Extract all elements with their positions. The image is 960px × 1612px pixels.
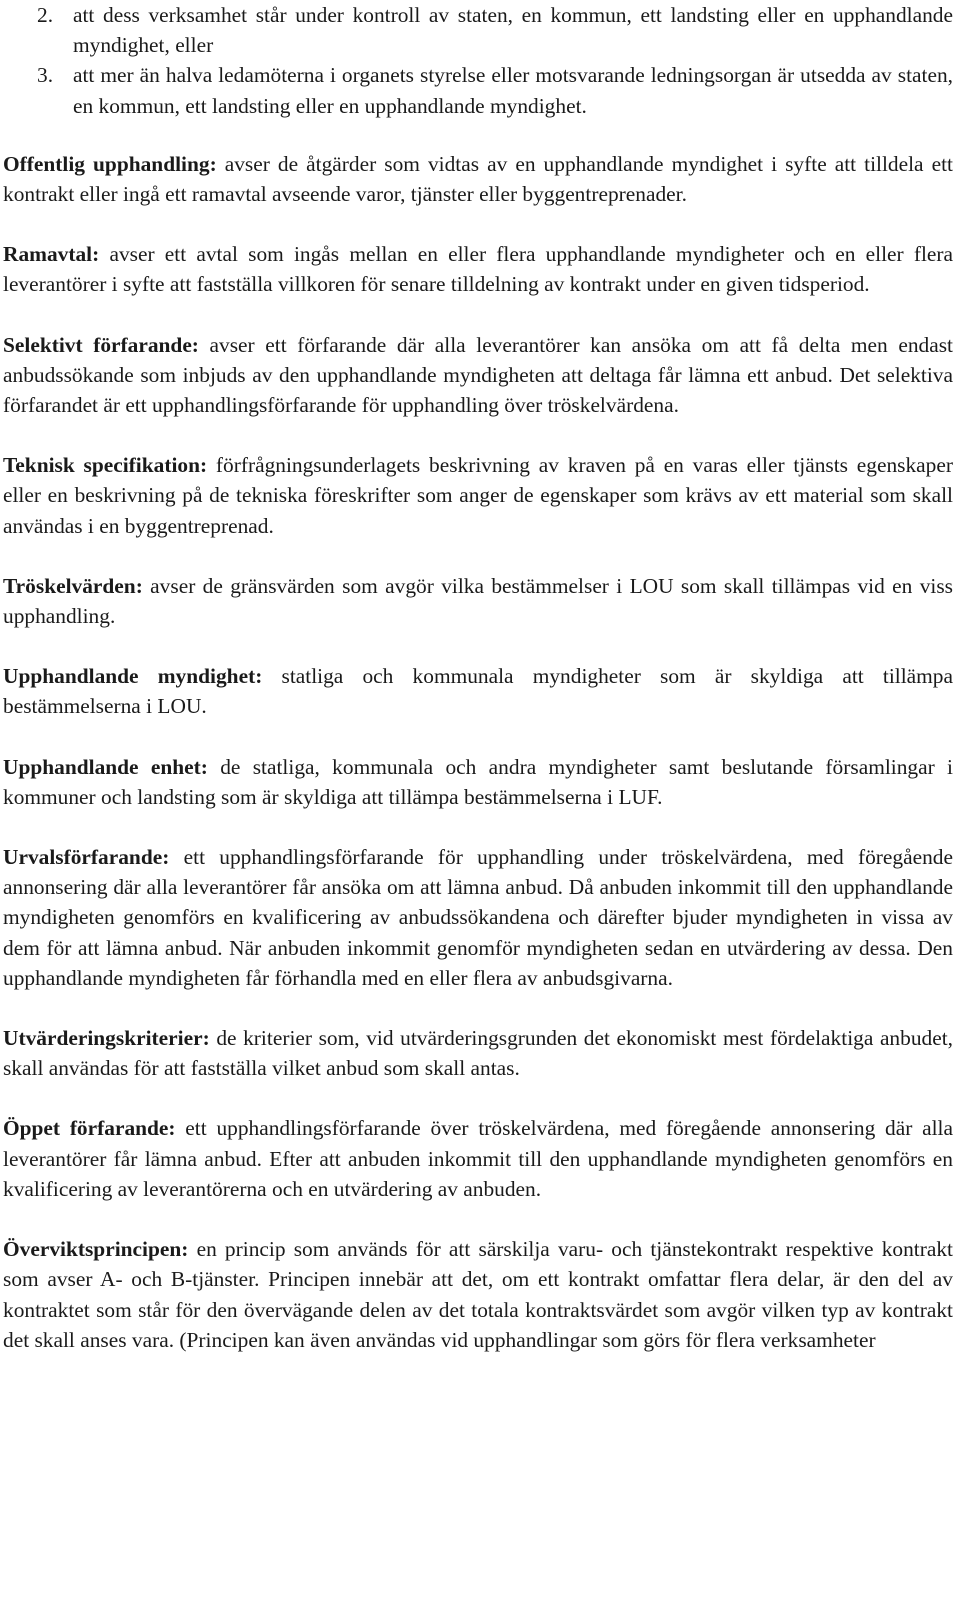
definition-term: Selektivt förfarande: (3, 332, 199, 357)
definition-term: Tröskelvärden: (3, 573, 143, 598)
definition-text: avser de åtgärder som vidtas av en upphandlande myndighet i syfte att tilldela ett kontrakt eller ingå ett ramavtal avseende varor, tjänster eller byggentreprenader. (3, 151, 953, 207)
list-item-number: 2. (37, 3, 54, 27)
definition-term: Upphandlande myndighet: (3, 664, 263, 689)
definition-term: Ramavtal: (3, 242, 100, 267)
list-item-number: 3. (37, 63, 54, 88)
definition-term: Utvärderingskriterier: (3, 1026, 210, 1051)
definition-text: ett upphandlingsförfarande över tröskelvärdena, med föregående annonsering där alla leverantörer får lämna anbud. Efter att anbuden inkommit till den upphandlande myndigheten genomförs en kvalificering av leverantörerna och en utvärdering av anbuden. (3, 1116, 953, 1201)
definition-text: de kriterier som, vid utvärderingsgrunden det ekonomiskt mest fördelaktiga anbudet, skall användas för att fastställa vilket anbud som skall antas. (3, 1026, 953, 1081)
list-item (3, 0, 953, 60)
list-item-text: att mer än halva ledamöterna i organets styrelse eller motsvarande ledningsorgan är utsedda av staten, en kommun, ett landsting eller en upphandlande myndighet. (73, 63, 953, 118)
definition-urvalsforfarande (3, 842, 953, 993)
document-page (3, 0, 953, 1355)
definition-text: förfrågningsunderlagets beskrivning av kraven på en varas eller tjänsts egenskaper eller en beskrivning på de tekniska föreskrifter som anger de egenskaper som krävs av ett material som skall användas i en byggentreprenad. (3, 453, 953, 538)
definition-offentlig-upphandling (3, 149, 953, 209)
definition-ramavtal (3, 239, 953, 299)
definition-text: statliga och kommunala myndigheter som är skyldiga att tillämpa bestämmelserna i LOU. (3, 664, 953, 719)
list-item-text: att dess verksamhet står under kontroll av staten, en kommun, ett landsting eller en upphandlande myndighet, eller (73, 3, 953, 58)
definition-overviktsprincipen (3, 1234, 953, 1355)
definition-upphandlande-myndighet (3, 661, 953, 721)
definition-term: Öppet förfarande: (3, 1116, 176, 1141)
definition-text: avser ett förfarande där alla leverantörer kan ansöka om att få delta men endast anbudssökande som inbjuds av den upphandlande myndigheten att deltaga får lämna ett anbud. Det selektiva förfarandet är ett upphandlingsförfarande för upphandling över tröskelvärdena. (3, 332, 953, 418)
definition-text: avser de gränsvärden som avgör vilka bestämmelser i LOU som skall tillämpas vid en viss upphandling. (3, 573, 953, 629)
criteria-list (3, 0, 953, 121)
definition-upphandlande-enhet (3, 752, 953, 812)
list-item (3, 60, 953, 120)
definition-term: Offentlig upphandling: (3, 151, 217, 176)
definition-troskelvarden (3, 571, 953, 631)
definition-term: Urvalsförfarande: (3, 845, 170, 870)
definition-utvarderingskriterier (3, 1023, 953, 1083)
definition-text: ett upphandlingsförfarande för upphandling under tröskelvärdena, med föregående annonsering där alla leverantörer får ansöka om att lämna anbud. Då anbuden inkommit till den upphandlande myndigheten genomförs en kvalificering av anbudssökandena och därefter bjuder myndigheten in vissa av dem för att lämna anbud. När anbuden inkommit genomför myndigheten sedan en utvärdering av dessa. Den upphandlande myndigheten får förhandla med en eller flera av anbudsgivarna. (3, 845, 953, 990)
definition-text: avser ett avtal som ingås mellan en eller flera upphandlande myndigheter och en eller flera leverantörer i syfte att fastställa villkoren för senare tilldelning av kontrakt under en given tidsperiod. (3, 242, 953, 297)
definition-text: en princip som används för att särskilja varu- och tjänstekontrakt respektive kontrakt som avser A- och B-tjänster. Principen innebär att det, om ett kontrakt omfattar flera delar, är den del av kontraktet som står för den övervägande delen av det totala kontraktsvärdet som avgör vilken typ av kontrakt det skall anses vara. (Principen kan även användas vid upphandlingar som görs för flera verksamheter (3, 1237, 953, 1352)
definition-selektivt-forfarande (3, 330, 953, 421)
definition-oppet-forfarande (3, 1113, 953, 1204)
definition-teknisk-specifikation (3, 450, 953, 541)
definition-term: Teknisk specifikation: (3, 453, 208, 478)
definition-term: Överviktsprincipen: (3, 1237, 189, 1262)
definition-term: Upphandlande enhet: (3, 754, 208, 779)
definition-text: de statliga, kommunala och andra myndigheter samt beslutande församlingar i kommuner och landsting som är skyldiga att tillämpa bestämmelserna i LUF. (3, 754, 953, 809)
